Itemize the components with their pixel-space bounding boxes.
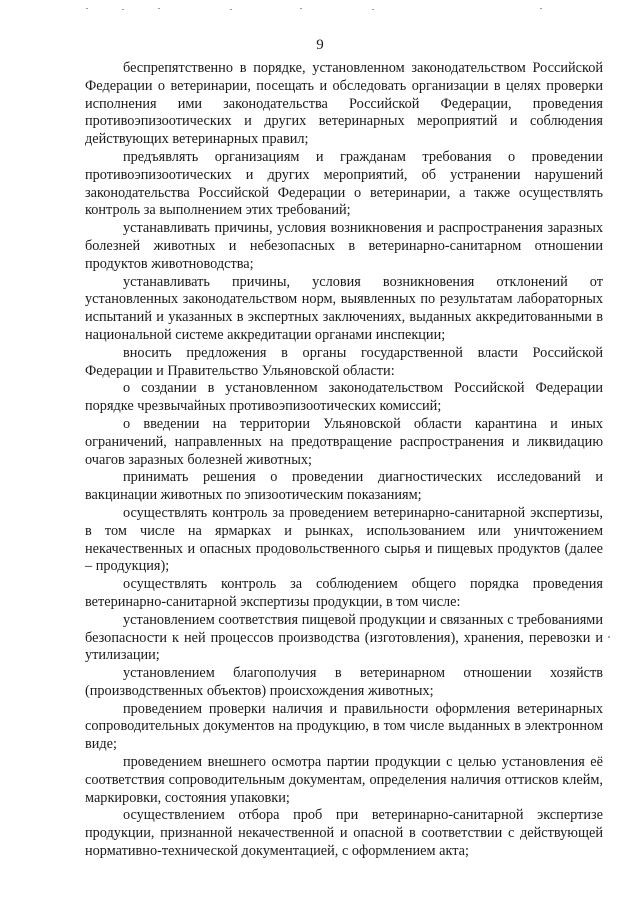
paragraph: о введении на территории Ульяновской области карантина и иных ограничений, направленных на предотвращение распространения и ликвидацию очагов заразных болезней животных; (85, 415, 603, 468)
paragraph: проведением внешнего осмотра партии продукции с целью установления её соответствия сопроводительным документам, определения наличия оттисков клейм, маркировки, состояния упаковки; (85, 754, 603, 806)
paragraph: принимать решения о проведении диагностических исследований и вакцинации животных по эпизоотическим показаниям; (85, 469, 603, 504)
scan-artifact-mark (608, 636, 610, 638)
paragraph: устанавливать причины, условия возникновения отклонений от установленных законодательством норм, выявленных по результатам лабораторных испытаний и указанных в экспертных заключениях, выданных аккредитованными в национальной системе аккредитации органами инспекции; (85, 273, 603, 343)
paragraph: осуществлять контроль за соблюдением общего порядка проведения ветеринарно-санитарной экспертизы продукции, в том числе: (85, 576, 603, 610)
paragraph: осуществлением отбора проб при ветеринарно-санитарной экспертизе продукции, признанной некачественной и опасной в соответствии с действующей нормативно-технической документацией, с оформлением акта; (85, 807, 603, 860)
paragraph: установлением соответствия пищевой продукции и связанных с требованиями безопасности к ней процессов производства (изготовления), хранения, перевозки и утилизации; (85, 611, 603, 664)
paragraph: беспрепятственно в порядке, установленном законодательством Российской Федерации о ветеринарии, посещать и обследовать организации в целях проверки исполнения ими законодательства Российской Федерации, проведения противоэпизоотических и других ветеринарных мероприятий и соблюдения действующих ветеринарных правил; (85, 60, 603, 148)
paragraph: установлением благополучия в ветеринарном отношении хозяйств (производственных объектов) происхождения животных; (85, 665, 603, 699)
paragraph: вносить предложения в органы государственной власти Российской Федерации и Правительство Ульяновской области: (85, 344, 603, 379)
paragraph: предъявлять организациям и гражданам требования о проведении противоэпизоотических и других мероприятий, об устранении нарушений законодательства Российской Федерации о ветеринарии, а также осуществлять контроль за выполнением этих требований; (85, 148, 603, 219)
paragraph: о создании в установленном законодательством Российской Федерации порядке чрезвычайных противоэпизоотических комиссий; (85, 380, 603, 415)
document-body (85, 60, 603, 861)
paragraph: осуществлять контроль за проведением ветеринарно-санитарной экспертизы, в том числе на ярмарках и рынках, использованием или уничтожением некачественных и опасных продовольственного сырья и пищевых продуктов (далее – продукция); (85, 504, 603, 575)
scan-artifact-dots (0, 6, 640, 14)
paragraph: проведением проверки наличия и правильности оформления ветеринарных сопроводительных документов на продукцию, в том числе выданных в электронном виде; (85, 700, 603, 753)
paragraph: устанавливать причины, условия возникновения и распространения заразных болезней животных и небезопасных в ветеринарно-санитарном отношении продуктов животноводства; (85, 220, 603, 272)
page-number: 9 (316, 37, 324, 53)
